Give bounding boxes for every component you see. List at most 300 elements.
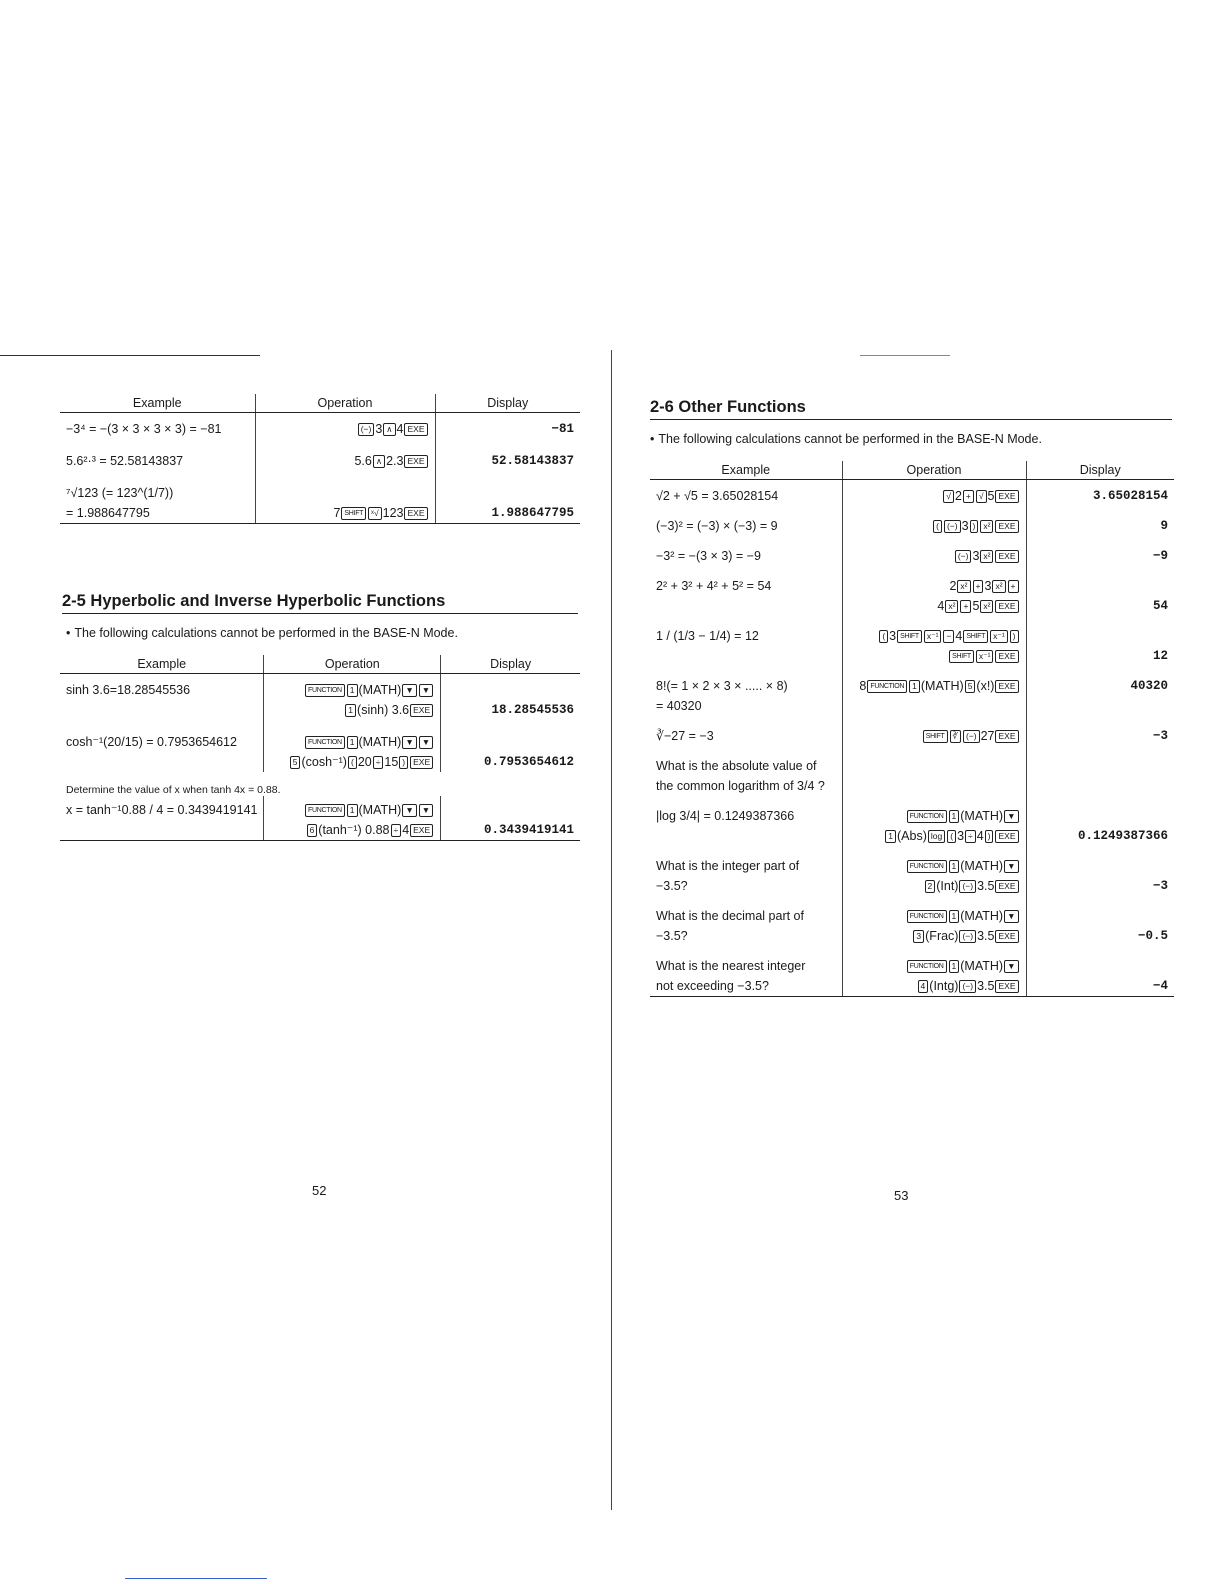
display-cell (1026, 746, 1174, 796)
key-function: FUNCTION (907, 910, 947, 923)
key-exe: EXE (995, 930, 1018, 943)
operation-cell-line (849, 676, 1020, 696)
operation-cell (255, 439, 435, 471)
col-operation: Operation (255, 394, 435, 413)
key-5: 5 (290, 756, 301, 769)
example-cell-line: |log 3/4| = 0.1249387366 (656, 809, 795, 823)
key-1: 1 (949, 810, 960, 823)
key-1: 1 (949, 910, 960, 923)
key-x: x² (957, 580, 970, 593)
display-cell (1026, 666, 1174, 716)
key-sequence-text: (cosh⁻¹) (301, 755, 347, 769)
display-cell-line (1033, 696, 1169, 716)
operation-cell (842, 896, 1026, 946)
display-cell-line (1033, 806, 1169, 826)
display-cell-line: 0.1249387366 (1077, 829, 1168, 843)
display-cell-line: 40320 (1130, 679, 1168, 693)
key-sequence-text: 4 (955, 629, 963, 643)
example-cell (60, 674, 264, 721)
key-: √ (976, 490, 987, 503)
key-: − (943, 630, 954, 643)
table-row (650, 896, 1174, 946)
col-operation: Operation (842, 461, 1026, 480)
key-sequence-text: (MATH) (358, 803, 402, 817)
key-1: 1 (345, 704, 356, 717)
hyperbolic-table (60, 655, 580, 841)
display-cell-line (1033, 856, 1169, 876)
example-cell-line: 1 / (1/3 − 1/4) = 12 (656, 629, 759, 643)
key-: ÷ (373, 756, 384, 769)
example-cell-line: the common logarithm of 3/4 ? (656, 779, 825, 793)
display-cell-line: 0.3439419141 (483, 823, 574, 837)
key-1: 1 (909, 680, 920, 693)
example-cell-line: 8!(= 1 × 2 × 3 × ..... × 8) (656, 679, 788, 693)
example-cell (650, 536, 842, 566)
example-cell (650, 896, 842, 946)
example-cell (650, 846, 842, 896)
key-exe: EXE (404, 455, 427, 468)
key-: ˣ√ (368, 507, 381, 520)
table-row (650, 506, 1174, 536)
key-sequence-text: 2 (954, 489, 962, 503)
operation-cell-line (849, 876, 1020, 896)
key-sequence-text: 3 (972, 549, 980, 563)
operation-cell-line (849, 856, 1020, 876)
key-sequence-text: 3 (957, 829, 965, 843)
operation-cell (842, 716, 1026, 746)
key-exe: EXE (995, 680, 1018, 693)
key-sequence-text: 3 (961, 519, 969, 533)
key-: ▼ (419, 736, 433, 749)
key-exe: EXE (404, 507, 427, 520)
key-sequence-text: 20 (357, 755, 372, 769)
display-cell-line: −3 (1152, 729, 1168, 743)
display-cell (1026, 946, 1174, 997)
key-x: x² (992, 580, 1005, 593)
example-cell (650, 946, 842, 997)
example-cell (650, 506, 842, 536)
example-cell (650, 566, 842, 616)
table-row (60, 439, 580, 471)
table-row (60, 674, 580, 721)
key-sequence-text: 3.5 (977, 979, 995, 993)
example-cell-line (656, 826, 836, 846)
key-sequence-text: (MATH) (960, 959, 1004, 973)
key-sequence-text: (MATH) (358, 683, 402, 697)
operation-cell (842, 480, 1026, 507)
key-: ▼ (402, 736, 416, 749)
key-sequence-text: 5.6 (354, 454, 372, 468)
example-cell-line: What is the decimal part of (656, 909, 804, 923)
key-sequence-text: 4 (937, 599, 945, 613)
operation-cell (264, 796, 441, 841)
operation-cell-line (849, 516, 1020, 536)
operation-cell-line (262, 419, 429, 439)
key-exe: EXE (995, 600, 1018, 613)
key-x: x² (980, 550, 993, 563)
other-functions-table-body (650, 480, 1174, 997)
table-row (650, 616, 1174, 666)
operation-cell (842, 746, 1026, 796)
key-: ∧ (373, 455, 385, 468)
key-: ) (970, 520, 979, 533)
key-4: 4 (918, 980, 929, 993)
example-cell (650, 716, 842, 746)
determine-note: Determine the value of x when tanh 4x = 0.88. (66, 784, 281, 796)
display-cell (1026, 536, 1174, 566)
key-: (−) (959, 980, 976, 993)
example-cell-line: (−3)² = (−3) × (−3) = 9 (656, 519, 778, 533)
display-cell-line: 9 (1160, 519, 1168, 533)
key-: ▼ (1004, 960, 1018, 973)
exponent-table (60, 394, 580, 524)
example-cell-line: not exceeding −3.5? (656, 979, 769, 993)
key-shift: SHIFT (897, 630, 922, 643)
col-display: Display (441, 655, 580, 674)
col-example: Example (650, 461, 842, 480)
example-cell (60, 471, 255, 524)
key-: ∛ (950, 730, 961, 743)
table-row (60, 772, 580, 796)
operation-cell (842, 846, 1026, 896)
section-title-2-5: 2-5 Hyperbolic and Inverse Hyperbolic Functions (62, 592, 578, 614)
operation-cell-line (849, 806, 1020, 826)
key-function: FUNCTION (907, 810, 947, 823)
table-row (650, 946, 1174, 997)
display-cell-line: −0.5 (1137, 929, 1168, 943)
key-sequence-text: 5 (987, 489, 995, 503)
display-cell-line (447, 800, 574, 820)
display-cell (441, 674, 580, 721)
operation-cell-line (270, 700, 434, 720)
note-text: The following calculations cannot be performed in the BASE-N Mode. (74, 626, 458, 640)
example-cell-line: 5.6²·³ = 52.58143837 (66, 454, 184, 468)
display-cell-line: 12 (1152, 649, 1168, 663)
key-exe: EXE (995, 830, 1018, 843)
key-: ▼ (419, 804, 433, 817)
key-log: log (928, 830, 945, 843)
display-cell-line (447, 732, 574, 752)
key-sequence-text: (MATH) (960, 909, 1004, 923)
col-example: Example (60, 655, 264, 674)
key-shift: SHIFT (949, 650, 974, 663)
example-cell (650, 666, 842, 716)
bullet-icon: • (650, 432, 655, 446)
key-: (−) (358, 423, 375, 436)
key-1: 1 (347, 684, 358, 697)
example-cell-line: = 40320 (656, 699, 702, 713)
key-sequence-text: (Int) (936, 879, 959, 893)
display-cell (1026, 896, 1174, 946)
display-cell-line (1033, 576, 1169, 596)
key-shift: SHIFT (923, 730, 948, 743)
operation-cell-line (270, 800, 434, 820)
operation-cell-line (849, 726, 1020, 746)
key-exe: EXE (410, 824, 433, 837)
key-: ( (947, 830, 956, 843)
table-row (650, 480, 1174, 507)
operation-cell-line (849, 926, 1020, 946)
operation-cell-line (849, 596, 1020, 616)
key-exe: EXE (404, 423, 427, 436)
hyperbolic-table-body (60, 674, 580, 841)
key-sequence-text: 123 (382, 506, 404, 520)
key-shift: SHIFT (963, 630, 988, 643)
key-sequence-text: (x!) (976, 679, 995, 693)
key-sequence-text: (MATH) (358, 735, 402, 749)
key-: ( (348, 756, 357, 769)
key-1: 1 (347, 736, 358, 749)
key-: ) (399, 756, 408, 769)
operation-cell-line (849, 756, 1020, 776)
table-row (650, 566, 1174, 616)
operation-cell (255, 471, 435, 524)
operation-cell-line (849, 776, 1020, 796)
col-example: Example (60, 394, 255, 413)
operation-cell (842, 666, 1026, 716)
operation-cell-line (262, 483, 429, 503)
table-row (60, 413, 580, 440)
operation-cell-line (849, 906, 1020, 926)
key-sequence-text: 2 (949, 579, 957, 593)
key-sequence-text: (Intg) (929, 979, 959, 993)
table-row (650, 666, 1174, 716)
key-1: 1 (347, 804, 358, 817)
operation-cell-line (262, 451, 429, 471)
key-exe: EXE (995, 880, 1018, 893)
display-cell-line: 1.988647795 (491, 506, 574, 520)
operation-cell (264, 720, 441, 772)
key-exe: EXE (995, 980, 1018, 993)
operation-cell (842, 536, 1026, 566)
key-: ▼ (1004, 860, 1018, 873)
bullet-icon: • (66, 626, 71, 640)
key-x: x⁻¹ (976, 650, 994, 663)
display-cell-line (442, 483, 575, 503)
display-cell-line (1033, 626, 1169, 646)
page-number-left: 52 (312, 1183, 327, 1198)
key-: + (960, 600, 971, 613)
operation-cell-line (849, 956, 1020, 976)
key-exe: EXE (995, 520, 1018, 533)
key-: ∧ (383, 423, 395, 436)
operation-cell (842, 566, 1026, 616)
operation-cell-line (849, 976, 1020, 996)
table-row (650, 846, 1174, 896)
table-row (650, 716, 1174, 746)
display-cell-line (1033, 906, 1169, 926)
exponent-table-body (60, 413, 580, 524)
key-sequence-text: 15 (384, 755, 399, 769)
display-cell-line: 0.7953654612 (483, 755, 574, 769)
base-n-note (66, 626, 458, 640)
key-: (−) (944, 520, 961, 533)
key-sequence-text: 4 (976, 829, 984, 843)
key-sequence-text: (tanh⁻¹) 0.88 (318, 823, 390, 837)
example-cell (60, 720, 264, 772)
example-cell-line: cosh⁻¹(20/15) = 0.7953654612 (66, 735, 237, 749)
key-: ( (933, 520, 942, 533)
display-cell (1026, 796, 1174, 846)
key-sequence-text: (Abs) (897, 829, 927, 843)
key-: √ (943, 490, 954, 503)
key-sequence-text: 8 (859, 679, 867, 693)
table-row (650, 796, 1174, 846)
example-cell (60, 413, 255, 440)
display-cell (441, 796, 580, 841)
display-cell-line (1033, 756, 1169, 776)
operation-cell-line (849, 826, 1020, 846)
key-sequence-text: 3 (889, 629, 897, 643)
key-function: FUNCTION (907, 860, 947, 873)
key-: (−) (959, 880, 976, 893)
key-sequence-text: (sinh) 3.6 (357, 703, 410, 717)
example-cell-line: = 1.988647795 (66, 506, 150, 520)
display-cell (435, 413, 580, 440)
display-cell (1026, 480, 1174, 507)
example-cell-line: −3.5? (656, 879, 688, 893)
key-exe: EXE (410, 704, 433, 717)
example-cell-line (656, 646, 836, 666)
display-cell-line: 3.65028154 (1092, 489, 1168, 503)
key-function: FUNCTION (305, 684, 345, 697)
operation-cell (842, 506, 1026, 536)
key-x: x² (945, 600, 958, 613)
example-cell-line: sinh 3.6=18.28545536 (66, 683, 191, 697)
key-exe: EXE (995, 550, 1018, 563)
page-number-right: 53 (894, 1188, 909, 1203)
base-n-note (650, 432, 1042, 446)
key-sequence-text: 4 (396, 422, 404, 436)
key-6: 6 (307, 824, 318, 837)
display-cell-line: −81 (551, 422, 574, 436)
key-exe: EXE (410, 756, 433, 769)
key-1: 1 (949, 960, 960, 973)
operation-cell-line (270, 732, 434, 752)
key-sequence-text: (Frac) (925, 929, 959, 943)
example-cell (650, 616, 842, 666)
key-exe: EXE (995, 730, 1018, 743)
example-cell-line: x = tanh⁻¹0.88 / 4 = 0.3439419141 (66, 803, 258, 817)
example-cell-line: What is the integer part of (656, 859, 800, 873)
display-cell-line (1033, 776, 1169, 796)
key-: ÷ (965, 830, 976, 843)
display-cell (1026, 566, 1174, 616)
display-cell-line: −3 (1152, 879, 1168, 893)
operation-cell-line (849, 696, 1020, 716)
example-cell (650, 796, 842, 846)
key-sequence-text: 3 (375, 422, 383, 436)
key-: ▼ (1004, 910, 1018, 923)
key-2: 2 (925, 880, 936, 893)
example-cell (650, 746, 842, 796)
example-cell (60, 439, 255, 471)
operation-cell-line (849, 576, 1020, 596)
col-display: Display (1026, 461, 1174, 480)
key-exe: EXE (995, 650, 1018, 663)
section-title-2-6: 2-6 Other Functions (650, 398, 1172, 420)
other-functions-table (650, 461, 1174, 997)
key-: (−) (959, 930, 976, 943)
key-: ▼ (402, 684, 416, 697)
key-exe: EXE (995, 490, 1018, 503)
operation-cell-line (849, 646, 1020, 666)
key-function: FUNCTION (305, 736, 345, 749)
operation-cell-line (270, 680, 434, 700)
key-sequence-text: 5 (972, 599, 980, 613)
operation-cell (842, 616, 1026, 666)
key-5: 5 (965, 680, 976, 693)
display-cell-line: −9 (1152, 549, 1168, 563)
key-sequence-text: 3 (984, 579, 992, 593)
example-cell-line: √2 + √5 = 3.65028154 (656, 489, 779, 503)
example-cell (650, 480, 842, 507)
key-sequence-text: (MATH) (960, 809, 1004, 823)
col-display: Display (435, 394, 580, 413)
table-row (60, 720, 580, 772)
key-: ▼ (419, 684, 433, 697)
key-sequence-text: 3.5 (977, 879, 995, 893)
table-row (650, 746, 1174, 796)
key-sequence-text: 4 (402, 823, 410, 837)
key-: ) (985, 830, 994, 843)
key-1: 1 (885, 830, 896, 843)
key-function: FUNCTION (867, 680, 907, 693)
display-cell (435, 471, 580, 524)
key-sequence-text: 3.5 (977, 929, 995, 943)
operation-cell-line (262, 503, 429, 523)
key-3: 3 (913, 930, 924, 943)
key-: ▼ (1004, 810, 1018, 823)
display-cell-line: 18.28545536 (491, 703, 574, 717)
operation-cell (842, 796, 1026, 846)
col-operation: Operation (264, 655, 441, 674)
key-: + (1008, 580, 1019, 593)
example-cell-line: ∛−27 = −3 (656, 729, 714, 743)
display-cell (435, 439, 580, 471)
example-cell-line: −3² = −(3 × 3) = −9 (656, 549, 761, 563)
display-cell-line: 52.58143837 (491, 454, 574, 468)
table-row (60, 796, 580, 841)
display-cell (1026, 616, 1174, 666)
key-1: 1 (949, 860, 960, 873)
table-row (60, 471, 580, 524)
key-shift: SHIFT (341, 507, 366, 520)
display-cell-line: −4 (1152, 979, 1168, 993)
example-cell-line: −3.5? (656, 929, 688, 943)
right-page (612, 0, 1224, 1584)
example-cell-line: What is the nearest integer (656, 959, 806, 973)
table-row (650, 536, 1174, 566)
operation-cell-line (270, 752, 434, 772)
example-cell-line (656, 596, 836, 616)
key-: (−) (963, 730, 980, 743)
key-: ) (1010, 630, 1019, 643)
key-: + (973, 580, 984, 593)
example-cell-line: What is the absolute value of (656, 759, 817, 773)
key-function: FUNCTION (907, 960, 947, 973)
key-sequence-text: 27 (980, 729, 995, 743)
example-cell (60, 796, 264, 841)
display-cell-line (1033, 956, 1169, 976)
operation-cell-line (849, 486, 1020, 506)
display-cell (1026, 716, 1174, 746)
key-: (−) (955, 550, 972, 563)
display-cell (1026, 846, 1174, 896)
display-cell-line (447, 680, 574, 700)
key-x: x⁻¹ (990, 630, 1008, 643)
display-cell-line: 54 (1152, 599, 1168, 613)
